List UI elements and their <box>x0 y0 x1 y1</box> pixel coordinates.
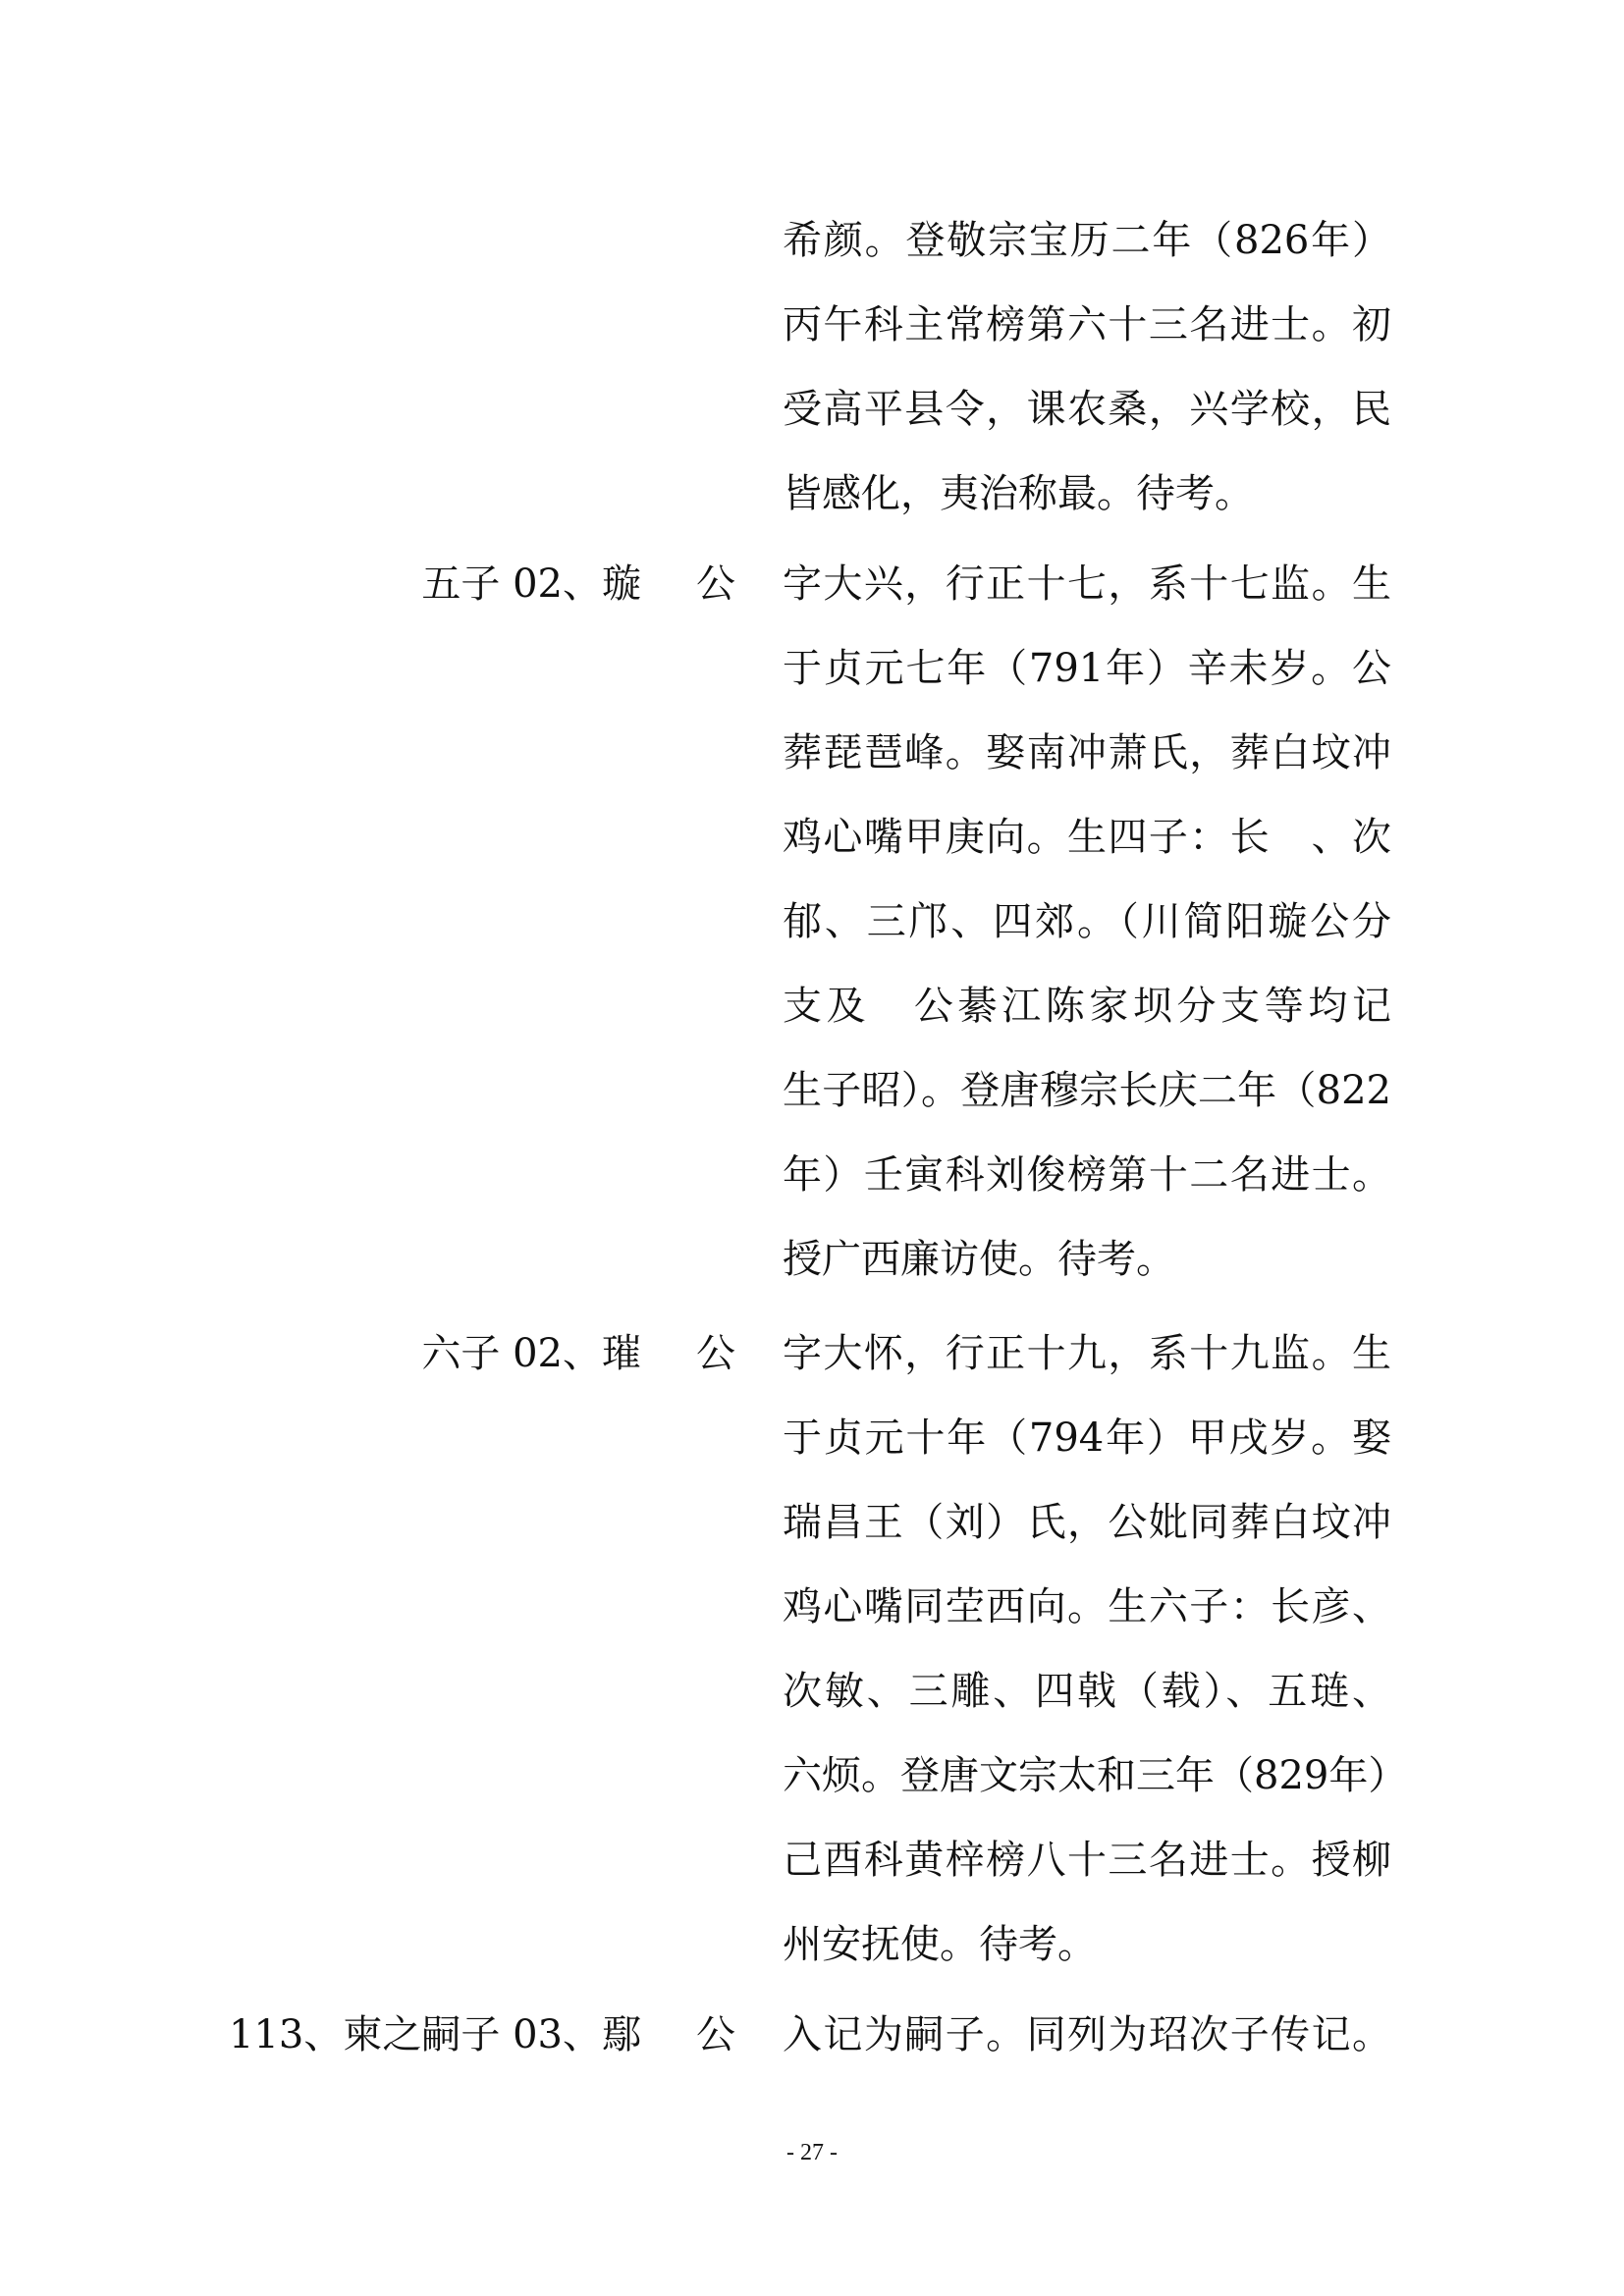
text-line: 己酉科黄梓榜八十三名进士。授柳 <box>783 1838 1391 1883</box>
text-line: 字大怀，行正十九，系十九监。生 <box>783 1331 1391 1376</box>
text-line: 字大兴，行正十七，系十七监。生 <box>783 561 1391 607</box>
page-number: - 27 - <box>786 2140 838 2165</box>
text-line: 入记为嗣子。同列为玿次子传记。 <box>783 2012 1391 2057</box>
text-line: 皆感化，夷治称最。待考。 <box>783 471 1254 516</box>
entry-label-text: 113、柬之嗣子 03、鄢 <box>229 2012 641 2057</box>
text-line: 鸡心嘴同茔西向。生六子：长彦、 <box>783 1584 1391 1629</box>
text-line: 于贞元十年（794年）甲戌岁。娶 <box>783 1415 1391 1461</box>
text-line: 六烦。登唐文宗太和三年（829年） <box>783 1753 1408 1798</box>
entry-label-text: 六子 02、璀 <box>421 1331 641 1376</box>
text-line: 郁、三邝、四郊。（川简阳璇公分 <box>783 899 1391 944</box>
entry-label-name: 公 <box>696 1331 735 1376</box>
text-line: 丙午科主常榜第六十三名进士。初 <box>783 302 1391 347</box>
text-line: 于贞元七年（791年）辛未岁。公 <box>783 646 1391 691</box>
text-line: 鸡心嘴甲庚向。生四子：长 、次 <box>783 815 1391 860</box>
entry-label <box>421 542 735 626</box>
entry-label <box>229 1993 735 2077</box>
text-line: 瑞昌王（刘）氏，公妣同葬白坟冲 <box>783 1500 1391 1545</box>
text-line: 希颜。登敬宗宝历二年（826年） <box>783 218 1391 263</box>
text-line: 葬琵琶峰。娶南冲萧氏，葬白坟冲 <box>783 730 1391 775</box>
text-line: 支及 公綦江陈家坝分支等均记 <box>783 984 1391 1029</box>
entry-label <box>421 1311 735 1396</box>
text-line: 受高平县令，课农桑，兴学校，民 <box>783 387 1391 432</box>
entry-label-name: 公 <box>696 561 735 607</box>
entry-label-name: 公 <box>696 2012 735 2057</box>
text-line: 次敏、三雕、四戟（载）、五琏、 <box>783 1669 1391 1714</box>
text-line: 生子昭）。登唐穆宗长庆二年（822 <box>783 1068 1391 1113</box>
entry-label-text: 五子 02、璇 <box>421 561 641 607</box>
text-line: 授广西廉访使。待考。 <box>783 1237 1175 1282</box>
text-line: 州安抚使。待考。 <box>783 1922 1097 1967</box>
text-line: 年）壬寅科刘俊榜第十二名进士。 <box>783 1152 1391 1198</box>
